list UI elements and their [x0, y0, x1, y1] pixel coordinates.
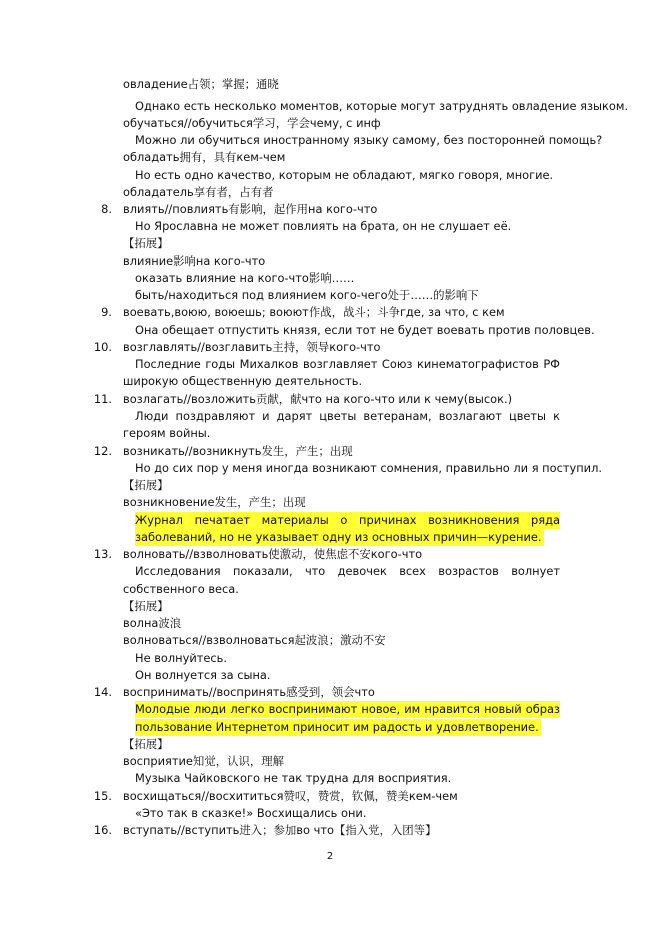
entry-headword: возглавлять//возглавить主持，领导кого-что: [123, 340, 381, 354]
entry-headword: возлагать//возложить贡献，献что на кого-что или к чему(высок.): [123, 392, 513, 406]
text-line: Однако есть несколько моментов, которые могут затруднять овладение языком.: [135, 99, 629, 113]
text-line: героям войны.: [123, 426, 211, 440]
entry-number: 10.: [93, 340, 112, 354]
text-line: Не волнуйтесь.: [135, 651, 227, 665]
text-line: широкую общественную деятельность.: [123, 374, 363, 388]
entry-number: 12.: [93, 444, 112, 458]
text-line: обладать拥有，具有кем-чем: [123, 150, 286, 164]
text-line: Музыка Чайковского не так трудна для восприятия.: [135, 771, 452, 785]
text-line: 【拓展】: [123, 236, 169, 250]
text-line: Исследования показали, что девочек всех возрастов волнует: [135, 564, 560, 578]
text-line: обладатель享有者，占有者: [123, 185, 274, 199]
text-line: восприятие知觉，认识，理解: [123, 754, 285, 768]
text-line: оказать влияние на кого-что影响……: [135, 271, 355, 285]
text-line: пользование Интернетом приносит им радость и удовлетворение.: [135, 720, 539, 734]
entry-number: 15.: [93, 789, 112, 803]
entry-number: 13.: [93, 547, 112, 561]
text-line: Она обещает отпустить князя, если тот не будет воевать против половцев.: [135, 323, 595, 337]
text-line: 【拓展】: [123, 478, 169, 492]
entry-number: 14.: [93, 685, 112, 699]
text-line: «Это так в сказке!» Восхищались они.: [135, 806, 367, 820]
text-line: Молодые люди легко воспринимают новое, им нравится новый образ: [135, 702, 560, 716]
entry-headword: волновать//взволновать使激动，使焦虑不安кого-что: [123, 547, 423, 561]
text-line: 【拓展】: [123, 737, 169, 751]
entry-headword: воевать,воюю, воюешь; воюют作战，战斗；斗争где, за что, с кем: [123, 305, 505, 319]
text-line: Но до сих пор у меня иногда возникают сомнения, правильно ли я поступил.: [135, 461, 602, 475]
entry-number: 9.: [101, 305, 112, 319]
entry-headword: возникать//возникнуть发生，产生；出现: [123, 444, 353, 458]
page-number: 2: [326, 851, 334, 862]
entry-headword: вступать//вступить进入；参加во что【指入党，入团等】: [123, 823, 437, 837]
text-line: возникновение发生，产生；出现: [123, 495, 306, 509]
text-line: 【拓展】: [123, 599, 169, 613]
text-line: Но есть одно качество, которым не обладают, мягко говоря, многие.: [135, 168, 554, 182]
text-line: быть/находиться под влиянием кого-чего处于……的影响下: [135, 288, 479, 302]
entry-number: 11.: [93, 392, 112, 406]
entry-number: 8.: [101, 202, 112, 216]
text-line: Он волнуется за сына.: [135, 668, 271, 682]
entry-headword: влиять//повлиять有影响，起作用на кого-что: [123, 202, 378, 216]
text-line: Журнал печатает материалы о причинах возникновения ряда: [135, 513, 560, 527]
text-line: волна波浪: [123, 616, 182, 630]
text-line: Последние годы Михалков возглавляет Союз кинематографистов РФ: [135, 357, 560, 371]
entry-headword: восхищаться//восхититься赞叹，赞赏，钦佩，赞美кем-чем: [123, 789, 458, 803]
text-line: Можно ли обучиться иностранному языку самому, без посторонней помощь?: [135, 133, 603, 147]
entry-headword: воспринимать//воспринять感受到，领会что: [123, 685, 375, 699]
entry-number: 16.: [93, 823, 112, 837]
text-line: собственного веса.: [123, 582, 239, 596]
text-line: Но Ярославна не может повлиять на брата, он не слушает её.: [135, 219, 512, 233]
text-line: Люди поздравляют и дарят цветы ветеранам, возлагают цветы к: [135, 409, 560, 423]
text-line: волноваться//взволноваться起波浪；激动不安: [123, 633, 386, 647]
text-line: обучаться//обучиться学习，学会чему, с инф: [123, 116, 381, 130]
text-line: влияние影响на кого-что: [123, 254, 266, 268]
text-line: заболеваний, но не указывает одну из основных причин—курение.: [135, 530, 542, 544]
text-line: овладение占领；掌握；通晓: [123, 77, 279, 91]
